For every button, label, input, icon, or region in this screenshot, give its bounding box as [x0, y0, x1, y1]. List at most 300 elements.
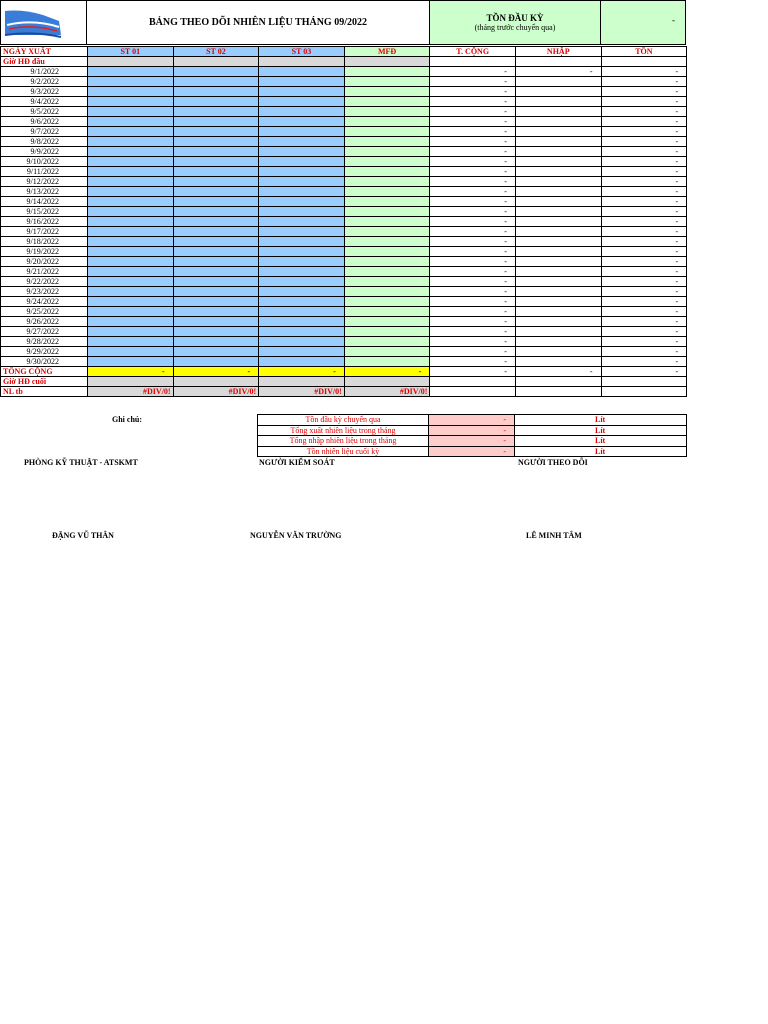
- st01-cell[interactable]: [88, 187, 174, 197]
- col-header-st03: ST 03: [259, 47, 345, 57]
- stock-cell[interactable]: -: [601, 67, 687, 77]
- stock-cell[interactable]: -: [601, 357, 687, 367]
- st02-cell[interactable]: [173, 337, 259, 347]
- mfd-cell[interactable]: [344, 177, 430, 187]
- import-cell[interactable]: [515, 187, 601, 197]
- mfd-cell[interactable]: [344, 277, 430, 287]
- st02-cell[interactable]: [173, 107, 259, 117]
- stock-cell[interactable]: -: [601, 87, 687, 97]
- total-cell[interactable]: -: [430, 257, 516, 267]
- total-st01[interactable]: -: [88, 367, 174, 377]
- import-cell[interactable]: [515, 247, 601, 257]
- mfd-cell[interactable]: [344, 157, 430, 167]
- mfd-cell[interactable]: [344, 197, 430, 207]
- mfd-cell[interactable]: [344, 167, 430, 177]
- mfd-cell[interactable]: [344, 87, 430, 97]
- import-cell[interactable]: [515, 237, 601, 247]
- st01-cell[interactable]: [88, 337, 174, 347]
- date-cell: 9/23/2022: [1, 287, 88, 297]
- st03-cell[interactable]: [259, 297, 345, 307]
- date-cell: 9/29/2022: [1, 347, 88, 357]
- total-cell[interactable]: -: [430, 177, 516, 187]
- mfd-cell[interactable]: [344, 227, 430, 237]
- total-sum[interactable]: -: [430, 367, 516, 377]
- st03-cell[interactable]: [259, 277, 345, 287]
- st01-cell[interactable]: [88, 97, 174, 107]
- end-hours-total[interactable]: [430, 377, 516, 387]
- st01-cell[interactable]: [88, 257, 174, 267]
- summary-value[interactable]: -: [429, 446, 515, 457]
- st01-cell[interactable]: [88, 107, 174, 117]
- end-hours-st01[interactable]: [88, 377, 174, 387]
- date-cell: 9/5/2022: [1, 107, 88, 117]
- avg-st03[interactable]: #DIV/0!: [259, 387, 345, 397]
- st02-cell[interactable]: [173, 227, 259, 237]
- col-header-st02: ST 02: [173, 47, 259, 57]
- mfd-cell[interactable]: [344, 257, 430, 267]
- total-cell[interactable]: -: [430, 117, 516, 127]
- stock-cell[interactable]: -: [601, 287, 687, 297]
- stock-cell[interactable]: -: [601, 247, 687, 257]
- import-cell[interactable]: [515, 77, 601, 87]
- st03-cell[interactable]: [259, 257, 345, 267]
- total-cell[interactable]: -: [430, 67, 516, 77]
- mfd-cell[interactable]: [344, 137, 430, 147]
- st01-cell[interactable]: [88, 297, 174, 307]
- date-cell: 9/3/2022: [1, 87, 88, 97]
- stock-cell[interactable]: -: [601, 197, 687, 207]
- total-cell[interactable]: -: [430, 307, 516, 317]
- total-cell[interactable]: -: [430, 357, 516, 367]
- st01-cell[interactable]: [88, 267, 174, 277]
- stock-cell[interactable]: -: [601, 327, 687, 337]
- import-cell[interactable]: -: [515, 67, 601, 77]
- st03-cell[interactable]: [259, 327, 345, 337]
- summary-value[interactable]: -: [429, 415, 515, 426]
- date-cell: 9/2/2022: [1, 77, 88, 87]
- st03-cell[interactable]: [259, 107, 345, 117]
- st02-cell[interactable]: [173, 77, 259, 87]
- col-header-stock: TỒN: [601, 47, 687, 57]
- summary-unit: Lít: [515, 425, 687, 436]
- st02-cell[interactable]: [173, 177, 259, 187]
- total-st02[interactable]: -: [173, 367, 259, 377]
- date-row: [1, 147, 687, 157]
- summary-row: [258, 425, 687, 436]
- date-cell: 9/28/2022: [1, 337, 88, 347]
- st03-cell[interactable]: [259, 287, 345, 297]
- stock-cell[interactable]: -: [601, 307, 687, 317]
- stock-cell[interactable]: -: [601, 147, 687, 157]
- date-cell: 9/30/2022: [1, 357, 88, 367]
- stock-cell[interactable]: -: [601, 267, 687, 277]
- st02-cell[interactable]: [173, 157, 259, 167]
- summary-label: Tồn đầu kỳ chuyển qua: [258, 415, 429, 426]
- stock-cell[interactable]: -: [601, 347, 687, 357]
- mfd-cell[interactable]: [344, 237, 430, 247]
- st03-cell[interactable]: [259, 237, 345, 247]
- date-cell: 9/4/2022: [1, 97, 88, 107]
- start-hours-import[interactable]: [515, 57, 601, 67]
- date-cell: 9/8/2022: [1, 137, 88, 147]
- mfd-cell[interactable]: [344, 287, 430, 297]
- st01-cell[interactable]: [88, 317, 174, 327]
- date-row: [1, 167, 687, 177]
- start-hours-mfd[interactable]: [344, 57, 430, 67]
- start-hours-st01[interactable]: [88, 57, 174, 67]
- stock-cell[interactable]: -: [601, 117, 687, 127]
- st03-cell[interactable]: [259, 87, 345, 97]
- total-cell[interactable]: -: [430, 187, 516, 197]
- st02-cell[interactable]: [173, 167, 259, 177]
- total-cell[interactable]: -: [430, 127, 516, 137]
- mfd-cell[interactable]: [344, 297, 430, 307]
- stock-cell[interactable]: -: [601, 217, 687, 227]
- date-row: [1, 247, 687, 257]
- end-hours-import[interactable]: [515, 377, 601, 387]
- st02-cell[interactable]: [173, 67, 259, 77]
- summary-value[interactable]: -: [429, 425, 515, 436]
- stock-cell[interactable]: -: [601, 297, 687, 307]
- date-row: [1, 157, 687, 167]
- st01-cell[interactable]: [88, 167, 174, 177]
- import-cell[interactable]: [515, 227, 601, 237]
- st03-cell[interactable]: [259, 67, 345, 77]
- total-cell[interactable]: -: [430, 217, 516, 227]
- mfd-cell[interactable]: [344, 107, 430, 117]
- st03-cell[interactable]: [259, 217, 345, 227]
- total-st03[interactable]: -: [259, 367, 345, 377]
- mfd-cell[interactable]: [344, 327, 430, 337]
- start-hours-total[interactable]: [430, 57, 516, 67]
- total-mfd[interactable]: -: [344, 367, 430, 377]
- date-cell: 9/10/2022: [1, 157, 88, 167]
- import-cell[interactable]: [515, 97, 601, 107]
- import-cell[interactable]: [515, 127, 601, 137]
- date-cell: 9/25/2022: [1, 307, 88, 317]
- import-cell[interactable]: [515, 337, 601, 347]
- avg-stock[interactable]: [601, 387, 687, 397]
- import-cell[interactable]: [515, 87, 601, 97]
- total-cell[interactable]: -: [430, 97, 516, 107]
- import-cell[interactable]: [515, 277, 601, 287]
- st02-cell[interactable]: [173, 307, 259, 317]
- st03-cell[interactable]: [259, 187, 345, 197]
- st03-cell[interactable]: [259, 207, 345, 217]
- st03-cell[interactable]: [259, 137, 345, 147]
- mfd-cell[interactable]: [344, 77, 430, 87]
- st01-cell[interactable]: [88, 347, 174, 357]
- st02-cell[interactable]: [173, 317, 259, 327]
- import-cell[interactable]: [515, 107, 601, 117]
- st03-cell[interactable]: [259, 147, 345, 157]
- st03-cell[interactable]: [259, 127, 345, 137]
- mfd-cell[interactable]: [344, 67, 430, 77]
- st01-cell[interactable]: [88, 307, 174, 317]
- start-hours-stock[interactable]: [601, 57, 687, 67]
- mfd-cell[interactable]: [344, 187, 430, 197]
- st02-cell[interactable]: [173, 87, 259, 97]
- mfd-cell[interactable]: [344, 147, 430, 157]
- st03-cell[interactable]: [259, 117, 345, 127]
- st02-cell[interactable]: [173, 197, 259, 207]
- st02-cell[interactable]: [173, 187, 259, 197]
- import-cell[interactable]: [515, 257, 601, 267]
- import-cell[interactable]: [515, 297, 601, 307]
- total-cell[interactable]: -: [430, 287, 516, 297]
- stock-cell[interactable]: -: [601, 167, 687, 177]
- st01-cell[interactable]: [88, 77, 174, 87]
- stock-cell[interactable]: -: [601, 277, 687, 287]
- import-cell[interactable]: [515, 147, 601, 157]
- date-cell: 9/7/2022: [1, 127, 88, 137]
- stock-cell[interactable]: -: [601, 227, 687, 237]
- st03-cell[interactable]: [259, 337, 345, 347]
- total-cell[interactable]: -: [430, 267, 516, 277]
- import-cell[interactable]: [515, 347, 601, 357]
- st03-cell[interactable]: [259, 157, 345, 167]
- import-cell[interactable]: [515, 177, 601, 187]
- import-cell[interactable]: [515, 217, 601, 227]
- total-cell[interactable]: -: [430, 77, 516, 87]
- avg-st02[interactable]: #DIV/0!: [173, 387, 259, 397]
- st03-cell[interactable]: [259, 77, 345, 87]
- st02-cell[interactable]: [173, 127, 259, 137]
- total-label: TỔNG CỘNG: [1, 367, 88, 377]
- st03-cell[interactable]: [259, 347, 345, 357]
- total-cell[interactable]: -: [430, 297, 516, 307]
- st03-cell[interactable]: [259, 267, 345, 277]
- total-cell[interactable]: -: [430, 337, 516, 347]
- total-import[interactable]: -: [515, 367, 601, 377]
- st02-cell[interactable]: [173, 277, 259, 287]
- st01-cell[interactable]: [88, 157, 174, 167]
- st01-cell[interactable]: [88, 177, 174, 187]
- total-cell[interactable]: -: [430, 327, 516, 337]
- st02-cell[interactable]: [173, 267, 259, 277]
- st01-cell[interactable]: [88, 287, 174, 297]
- date-row: [1, 77, 687, 87]
- total-cell[interactable]: -: [430, 207, 516, 217]
- date-cell: 9/17/2022: [1, 227, 88, 237]
- mfd-cell[interactable]: [344, 217, 430, 227]
- st01-cell[interactable]: [88, 357, 174, 367]
- total-cell[interactable]: -: [430, 237, 516, 247]
- stock-cell[interactable]: -: [601, 317, 687, 327]
- opening-stock-subtitle: (tháng trước chuyển qua): [474, 23, 556, 32]
- date-row: [1, 307, 687, 317]
- st02-cell[interactable]: [173, 237, 259, 247]
- end-hours-mfd[interactable]: [344, 377, 430, 387]
- total-cell[interactable]: -: [430, 167, 516, 177]
- summary-unit: Lít: [515, 436, 687, 447]
- mfd-cell[interactable]: [344, 127, 430, 137]
- st03-cell[interactable]: [259, 197, 345, 207]
- summary-label: Tồn nhiên liệu cuối kỳ: [258, 446, 429, 457]
- col-header-mfd: MFĐ: [344, 47, 430, 57]
- stock-cell[interactable]: -: [601, 127, 687, 137]
- import-cell[interactable]: [515, 327, 601, 337]
- st02-cell[interactable]: [173, 287, 259, 297]
- import-cell[interactable]: [515, 197, 601, 207]
- summary-table: [257, 414, 687, 457]
- st01-cell[interactable]: [88, 277, 174, 287]
- mfd-cell[interactable]: [344, 357, 430, 367]
- st03-cell[interactable]: [259, 307, 345, 317]
- st02-cell[interactable]: [173, 247, 259, 257]
- ship-logo-icon: [3, 7, 63, 41]
- total-cell[interactable]: -: [430, 137, 516, 147]
- import-cell[interactable]: [515, 157, 601, 167]
- summary-unit: Lít: [515, 415, 687, 426]
- stock-cell[interactable]: -: [601, 157, 687, 167]
- stock-cell[interactable]: -: [601, 77, 687, 87]
- st03-cell[interactable]: [259, 317, 345, 327]
- st01-cell[interactable]: [88, 137, 174, 147]
- total-cell[interactable]: -: [430, 147, 516, 157]
- stock-cell[interactable]: -: [601, 257, 687, 267]
- date-cell: 9/21/2022: [1, 267, 88, 277]
- date-cell: 9/18/2022: [1, 237, 88, 247]
- st03-cell[interactable]: [259, 167, 345, 177]
- st01-cell[interactable]: [88, 217, 174, 227]
- date-row: [1, 317, 687, 327]
- st01-cell[interactable]: [88, 127, 174, 137]
- stock-cell[interactable]: -: [601, 337, 687, 347]
- fuel-table: [0, 46, 687, 397]
- mfd-cell[interactable]: [344, 347, 430, 357]
- opening-stock-value[interactable]: -: [600, 0, 686, 45]
- import-cell[interactable]: [515, 207, 601, 217]
- date-row: [1, 357, 687, 367]
- stock-cell[interactable]: -: [601, 137, 687, 147]
- st01-cell[interactable]: [88, 117, 174, 127]
- total-cell[interactable]: -: [430, 347, 516, 357]
- import-cell[interactable]: [515, 167, 601, 177]
- total-cell[interactable]: -: [430, 87, 516, 97]
- import-cell[interactable]: [515, 357, 601, 367]
- start-hours-row: [1, 57, 687, 67]
- total-cell[interactable]: -: [430, 247, 516, 257]
- st01-cell[interactable]: [88, 247, 174, 257]
- end-hours-stock[interactable]: [601, 377, 687, 387]
- st02-cell[interactable]: [173, 297, 259, 307]
- st01-cell[interactable]: [88, 327, 174, 337]
- st03-cell[interactable]: [259, 357, 345, 367]
- avg-import[interactable]: [515, 387, 601, 397]
- mfd-cell[interactable]: [344, 117, 430, 127]
- date-row: [1, 217, 687, 227]
- date-row: [1, 127, 687, 137]
- end-hours-st02[interactable]: [173, 377, 259, 387]
- total-cell[interactable]: -: [430, 227, 516, 237]
- st01-cell[interactable]: [88, 147, 174, 157]
- stock-cell[interactable]: -: [601, 177, 687, 187]
- st02-cell[interactable]: [173, 357, 259, 367]
- start-hours-label: Giờ HĐ đầu: [1, 57, 88, 67]
- st01-cell[interactable]: [88, 237, 174, 247]
- st03-cell[interactable]: [259, 177, 345, 187]
- import-cell[interactable]: [515, 307, 601, 317]
- stock-cell[interactable]: -: [601, 207, 687, 217]
- col-header-import: NHẬP: [515, 47, 601, 57]
- st01-cell[interactable]: [88, 87, 174, 97]
- st02-cell[interactable]: [173, 207, 259, 217]
- total-stock[interactable]: -: [601, 367, 687, 377]
- start-hours-st03[interactable]: [259, 57, 345, 67]
- st01-cell[interactable]: [88, 197, 174, 207]
- total-cell[interactable]: -: [430, 317, 516, 327]
- import-cell[interactable]: [515, 287, 601, 297]
- mfd-cell[interactable]: [344, 247, 430, 257]
- date-row: [1, 277, 687, 287]
- start-hours-st02[interactable]: [173, 57, 259, 67]
- notes-label: Ghi chú:: [112, 415, 143, 424]
- stock-cell[interactable]: -: [601, 97, 687, 107]
- signer-name-2: NGUYỄN VĂN TRƯỜNG: [250, 531, 342, 540]
- stock-cell[interactable]: -: [601, 187, 687, 197]
- st03-cell[interactable]: [259, 227, 345, 237]
- st01-cell[interactable]: [88, 67, 174, 77]
- stock-cell[interactable]: -: [601, 237, 687, 247]
- stock-cell[interactable]: -: [601, 107, 687, 117]
- avg-st01[interactable]: #DIV/0!: [88, 387, 174, 397]
- end-hours-st03[interactable]: [259, 377, 345, 387]
- st01-cell[interactable]: [88, 227, 174, 237]
- summary-unit: Lít: [515, 446, 687, 457]
- mfd-cell[interactable]: [344, 97, 430, 107]
- st02-cell[interactable]: [173, 327, 259, 337]
- mfd-cell[interactable]: [344, 207, 430, 217]
- import-cell[interactable]: [515, 137, 601, 147]
- mfd-cell[interactable]: [344, 337, 430, 347]
- date-cell: 9/19/2022: [1, 247, 88, 257]
- mfd-cell[interactable]: [344, 307, 430, 317]
- total-cell[interactable]: -: [430, 107, 516, 117]
- summary-value[interactable]: -: [429, 436, 515, 447]
- import-cell[interactable]: [515, 317, 601, 327]
- tracker-label: NGƯỜI THEO DÕI: [518, 458, 588, 467]
- date-row: [1, 197, 687, 207]
- date-cell: 9/6/2022: [1, 117, 88, 127]
- st03-cell[interactable]: [259, 97, 345, 107]
- summary-row: [258, 446, 687, 457]
- import-cell[interactable]: [515, 267, 601, 277]
- avg-total[interactable]: [430, 387, 516, 397]
- total-cell[interactable]: -: [430, 277, 516, 287]
- mfd-cell[interactable]: [344, 317, 430, 327]
- st02-cell[interactable]: [173, 217, 259, 227]
- st02-cell[interactable]: [173, 117, 259, 127]
- checker-label: NGƯỜI KIỂM SOÁT: [259, 458, 335, 467]
- st02-cell[interactable]: [173, 257, 259, 267]
- st02-cell[interactable]: [173, 147, 259, 157]
- total-cell[interactable]: -: [430, 157, 516, 167]
- st03-cell[interactable]: [259, 247, 345, 257]
- st02-cell[interactable]: [173, 347, 259, 357]
- st02-cell[interactable]: [173, 137, 259, 147]
- date-row: [1, 297, 687, 307]
- date-row: [1, 137, 687, 147]
- signer-name-3: LÊ MINH TÂM: [526, 531, 582, 540]
- st02-cell[interactable]: [173, 97, 259, 107]
- total-cell[interactable]: -: [430, 197, 516, 207]
- mfd-cell[interactable]: [344, 267, 430, 277]
- import-cell[interactable]: [515, 117, 601, 127]
- st01-cell[interactable]: [88, 207, 174, 217]
- avg-mfd[interactable]: #DIV/0!: [344, 387, 430, 397]
- date-row: [1, 107, 687, 117]
